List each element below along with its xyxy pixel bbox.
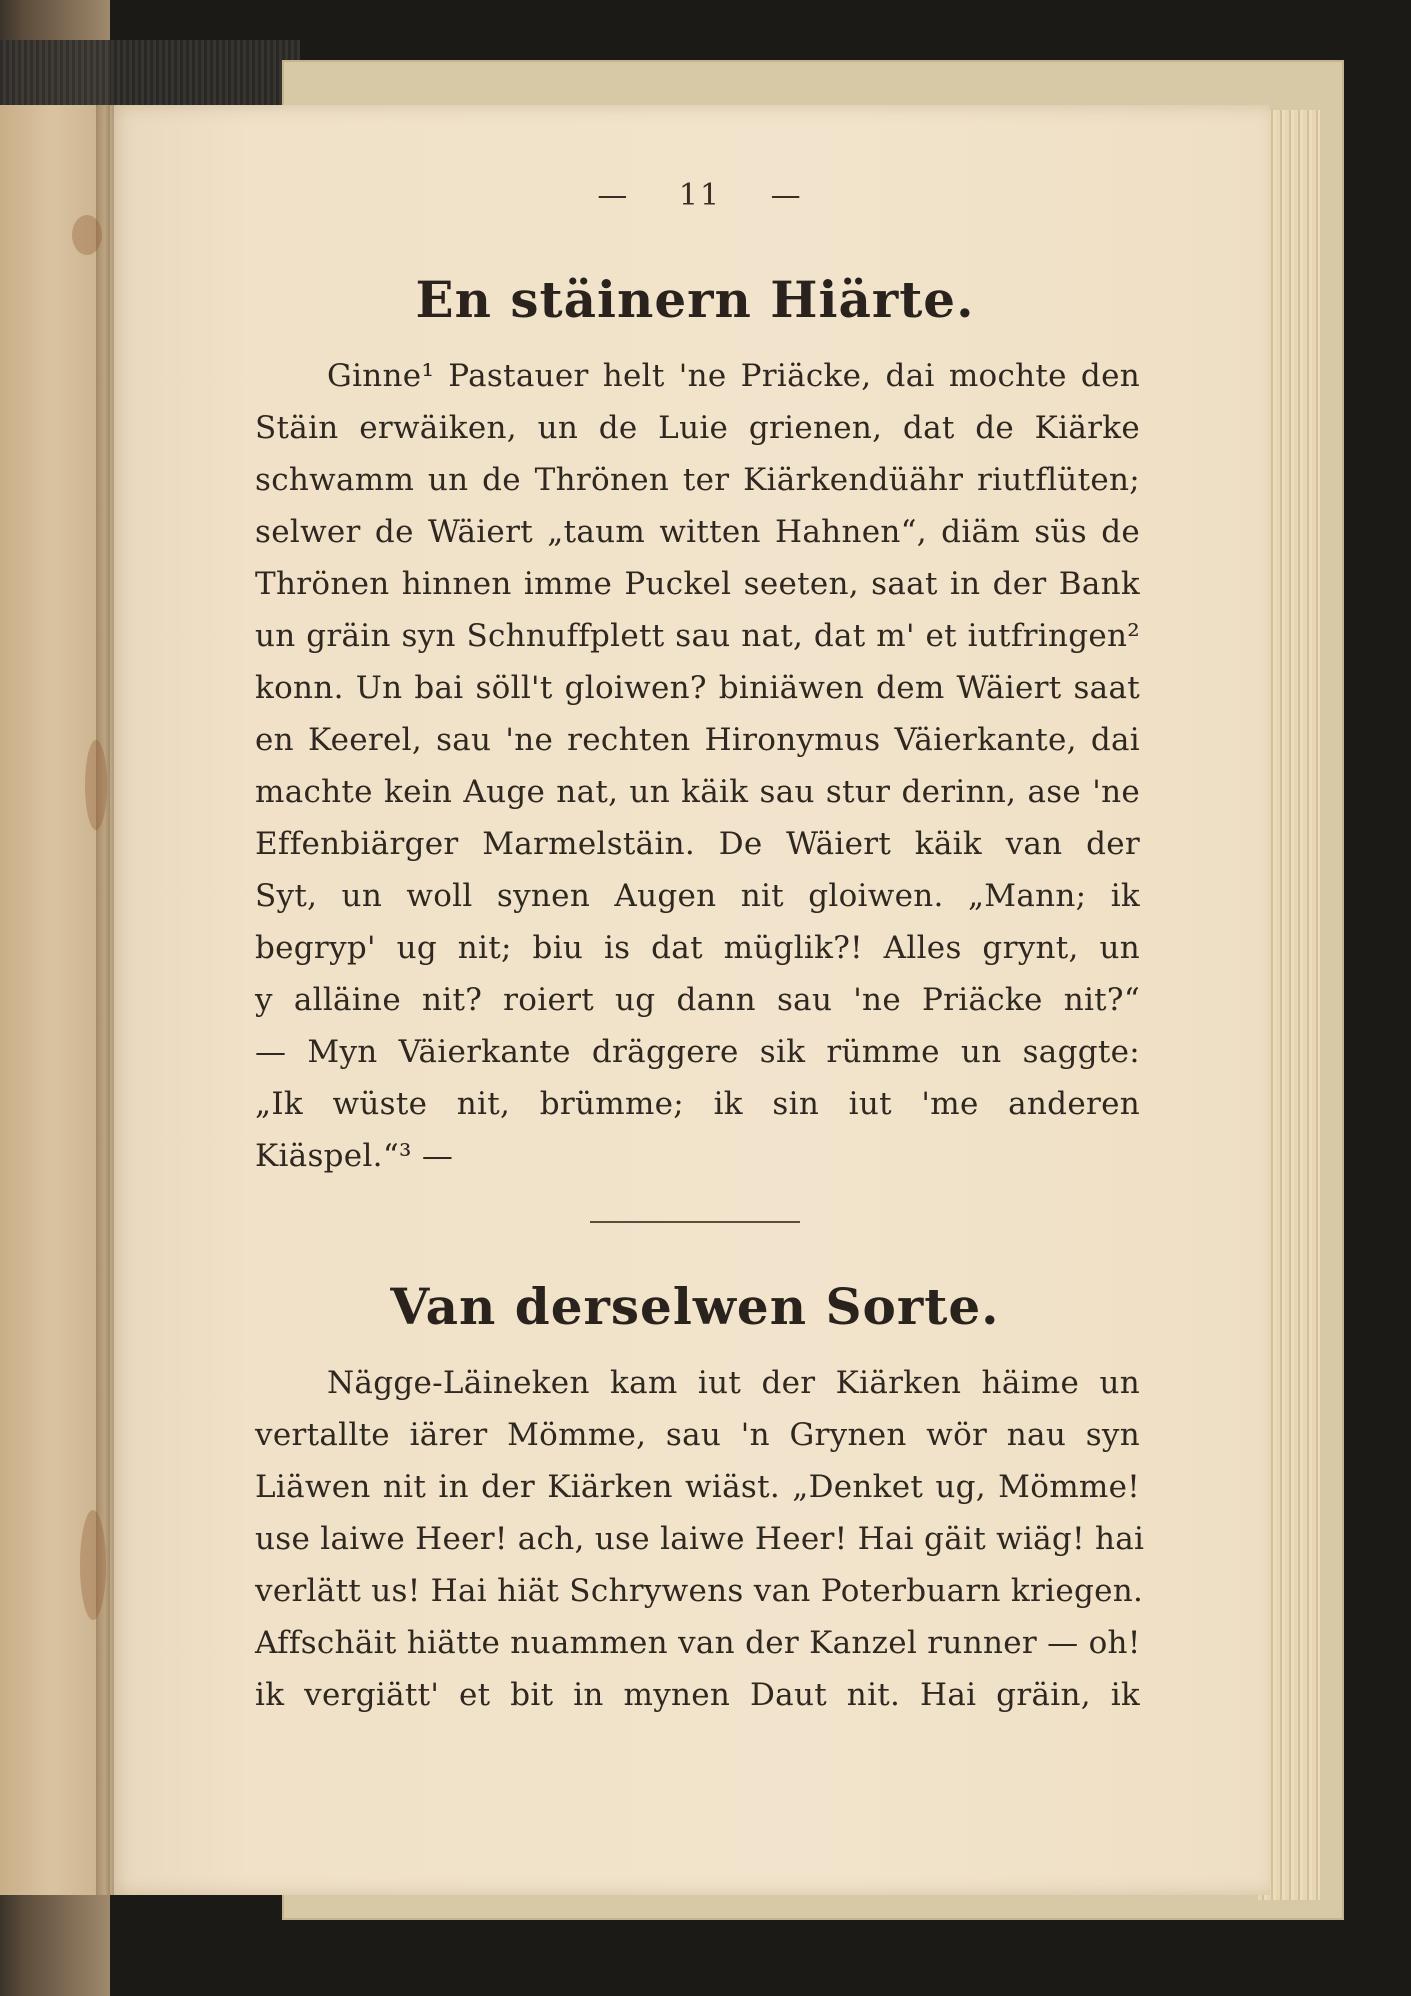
- text-line: Stäin erwäiken, un de Luie grienen, dat de Kiärke: [255, 410, 1140, 446]
- text-line: Nägge-Läineken kam iut der Kiärken häime un: [327, 1365, 1140, 1401]
- page-gutter: [96, 105, 114, 1895]
- page-number: 11: [678, 178, 722, 213]
- text-line: konn. Un bai söll't gloiwen? biniäwen dem Wäiert saat: [255, 670, 1140, 706]
- text-line: y alläine nit? roiert ug dann sau 'ne Priäcke nit?“: [255, 982, 1140, 1018]
- text-line: „Ik wüste nit, brümme; ik sin iut 'me anderen: [255, 1086, 1140, 1122]
- text-line: Liäwen nit in der Kiärken wiäst. „Denket ug, Mömme!: [255, 1469, 1140, 1505]
- text-line: Kiäspel.“³ —: [255, 1138, 454, 1174]
- text-line: begryp' ug nit; biu is dat müglik?! Alles grynt, un: [255, 930, 1140, 966]
- story-title-1: En stäinern Hiärte.: [415, 270, 975, 329]
- foxing-stain: [80, 1510, 106, 1620]
- page-number-dash: —: [597, 178, 630, 213]
- text-line: ik vergiätt' et bit in mynen Daut nit. Hai gräin, ik: [255, 1677, 1140, 1713]
- story-title-2: Van derselwen Sorte.: [390, 1277, 1000, 1336]
- text-line: Ginne¹ Pastauer helt 'ne Priäcke, dai mochte den: [327, 358, 1140, 394]
- section-divider: [590, 1221, 800, 1223]
- page-number-dash: —: [770, 178, 803, 213]
- text-line: use laiwe Heer! ach, use laiwe Heer! Hai gäit wiäg! hai: [255, 1521, 1145, 1557]
- page-number-header: [0, 178, 1400, 213]
- text-line: verlätt us! Hai hiät Schrywens van Poterbuarn kriegen.: [255, 1573, 1144, 1609]
- text-line: Syt, un woll synen Augen nit gloiwen. „Mann; ik: [255, 878, 1140, 914]
- text-line: Thrönen hinnen imme Puckel seeten, saat in der Bank: [255, 566, 1140, 602]
- text-line: un gräin syn Schnuffplett sau nat, dat m' et iutfringen²: [255, 618, 1140, 654]
- text-line: selwer de Wäiert „taum witten Hahnen“, diäm süs de: [255, 514, 1140, 550]
- foxing-stain: [72, 215, 102, 255]
- text-line: — Myn Väierkante dräggere sik rümme un saggte:: [255, 1034, 1140, 1070]
- text-line: machte kein Auge nat, un käik sau stur derinn, ase 'ne: [255, 774, 1140, 810]
- text-line: en Keerel, sau 'ne rechten Hironymus Väierkante, dai: [255, 722, 1140, 758]
- foxing-stain: [85, 740, 107, 830]
- text-line: schwamm un de Thrönen ter Kiärkendüähr riutflüten;: [255, 462, 1140, 498]
- text-line: Effenbiärger Marmelstäin. De Wäiert käik van der: [255, 826, 1140, 862]
- text-line: vertallte iärer Mömme, sau 'n Grynen wör nau syn: [255, 1417, 1140, 1453]
- text-line: Affschäit hiätte nuammen van der Kanzel runner — oh!: [255, 1625, 1141, 1661]
- cloth-binding: [0, 40, 300, 110]
